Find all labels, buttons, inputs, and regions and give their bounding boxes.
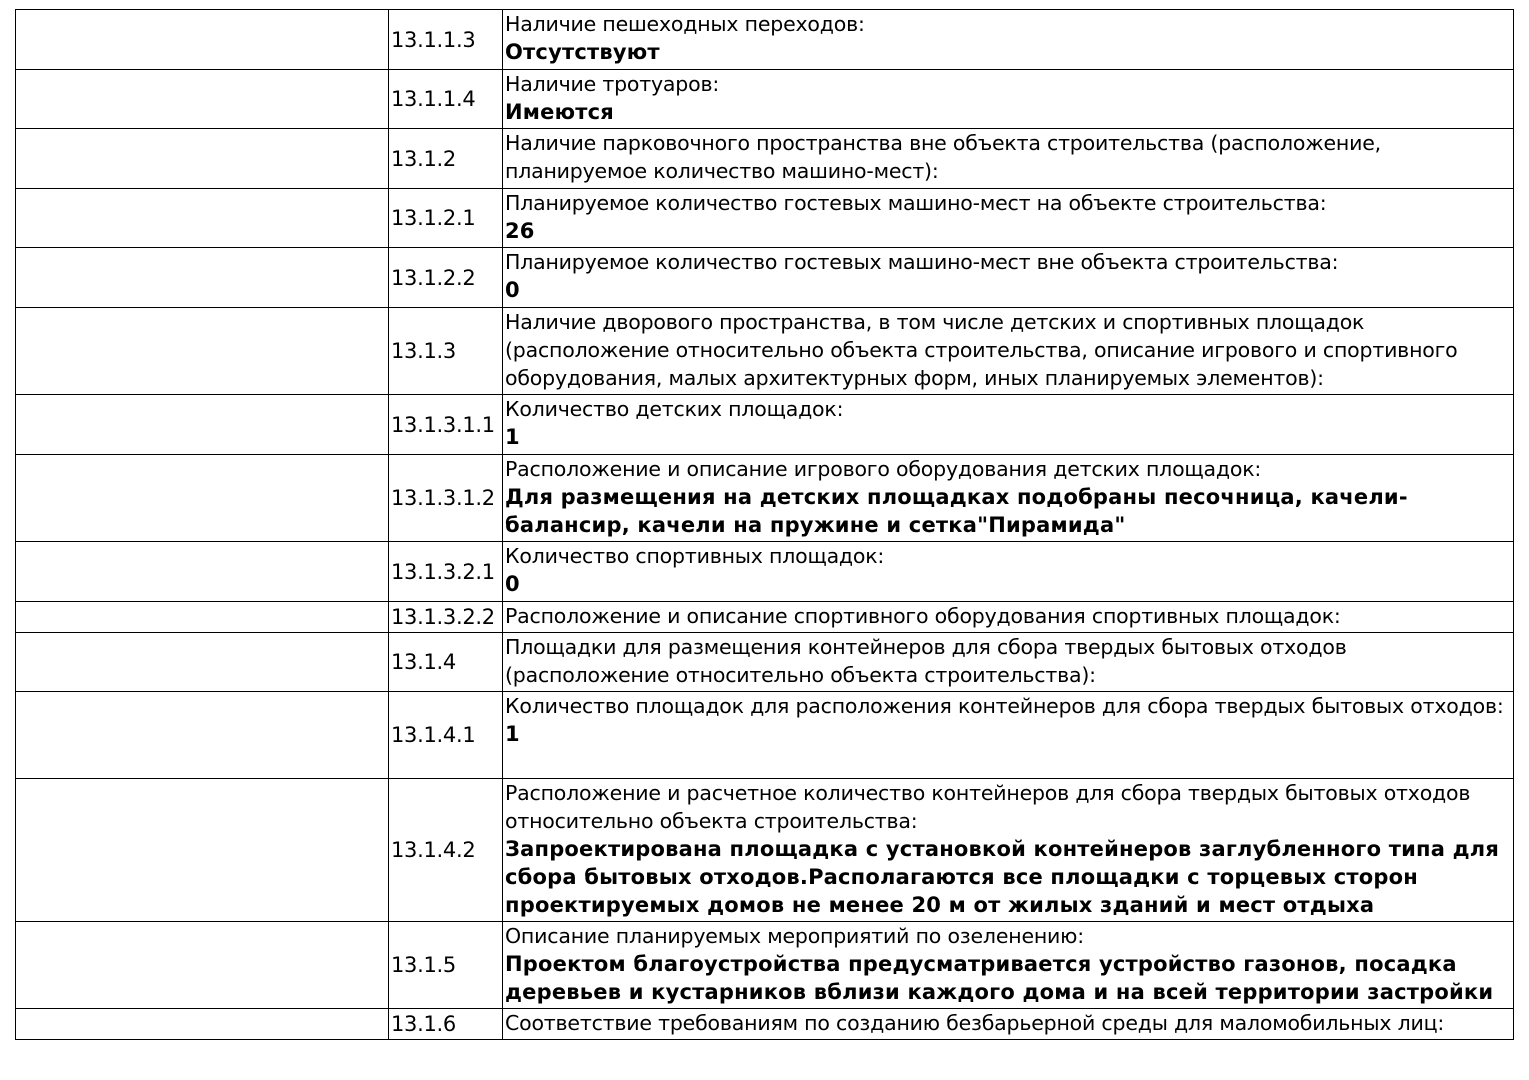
item-content <box>503 602 1514 633</box>
item-value: 0 <box>505 278 520 302</box>
item-number: 13.1.1.4 <box>389 70 503 129</box>
item-number: 13.1.4.2 <box>389 779 503 922</box>
item-number: 13.1.3 <box>389 308 503 395</box>
item-content <box>503 395 1514 455</box>
table-row <box>16 1009 1514 1040</box>
empty-cell <box>16 129 389 189</box>
empty-cell <box>16 189 389 248</box>
table-row <box>16 602 1514 633</box>
item-value: 26 <box>505 219 535 243</box>
empty-cell <box>16 922 389 1009</box>
empty-cell <box>16 633 389 692</box>
item-content <box>503 922 1514 1009</box>
document-table <box>15 9 1514 1040</box>
empty-cell <box>16 248 389 308</box>
item-content <box>503 248 1514 308</box>
item-label: Расположение и описание спортивного оборудования спортивных площадок: <box>505 604 1341 628</box>
item-value: Для размещения на детских площадках подобраны песочница, качели-балансир, качели на пружине и сетка"Пирамида" <box>505 485 1408 537</box>
item-number: 13.1.3.1.1 <box>389 395 503 455</box>
empty-cell <box>16 542 389 602</box>
item-number: 13.1.3.2.2 <box>389 602 503 633</box>
item-label: Наличие тротуаров: <box>505 72 720 96</box>
table-row <box>16 692 1514 779</box>
empty-cell <box>16 308 389 395</box>
item-content <box>503 779 1514 922</box>
item-content <box>503 189 1514 248</box>
item-content <box>503 1009 1514 1040</box>
table-row <box>16 70 1514 129</box>
empty-cell <box>16 779 389 922</box>
item-value: 1 <box>505 425 520 449</box>
item-content <box>503 542 1514 602</box>
item-value: Имеются <box>505 100 614 124</box>
item-label: Расположение и описание игрового оборудования детских площадок: <box>505 457 1262 481</box>
empty-cell <box>16 455 389 542</box>
item-content <box>503 129 1514 189</box>
item-label: Планируемое количество гостевых машино-мест вне объекта строительства: <box>505 250 1339 274</box>
table-row <box>16 779 1514 922</box>
item-value: Отсутствуют <box>505 40 660 64</box>
item-value: Проектом благоустройства предусматривается устройство газонов, посадка деревьев и кустарников вблизи каждого дома и на всей территории застройки <box>505 952 1494 1004</box>
item-number: 13.1.3.1.2 <box>389 455 503 542</box>
table-row <box>16 189 1514 248</box>
item-label: Планируемое количество гостевых машино-мест на объекте строительства: <box>505 191 1327 215</box>
item-label: Площадки для размещения контейнеров для сбора твердых бытовых отходов (расположение относительно объекта строительства): <box>505 635 1347 687</box>
item-label: Наличие дворового пространства, в том числе детских и спортивных площадок (расположение относительно объекта строительства, описание игрового и спортивного оборудования, малых архитектурных форм, иных планируемых элементов): <box>505 310 1458 390</box>
table-row <box>16 395 1514 455</box>
item-content <box>503 692 1514 779</box>
empty-cell <box>16 692 389 779</box>
empty-cell <box>16 10 389 70</box>
item-label: Описание планируемых мероприятий по озеленению: <box>505 924 1084 948</box>
table-row <box>16 542 1514 602</box>
item-content <box>503 455 1514 542</box>
item-number: 13.1.5 <box>389 922 503 1009</box>
item-number: 13.1.4 <box>389 633 503 692</box>
item-content <box>503 633 1514 692</box>
item-number: 13.1.2 <box>389 129 503 189</box>
table-row <box>16 10 1514 70</box>
item-label: Наличие парковочного пространства вне объекта строительства (расположение, планируемое количество машино-мест): <box>505 131 1381 183</box>
item-value: Запроектирована площадка с установкой контейнеров заглубленного типа для сбора бытовых отходов.Располагаются все площадки с торцевых сторон проектируемых домов не менее 20 м от жилых зданий и мест отдыха <box>505 837 1500 917</box>
item-label: Соответствие требованиям по созданию безбарьерной среды для маломобильных лиц: <box>505 1011 1445 1035</box>
empty-cell <box>16 70 389 129</box>
item-number: 13.1.4.1 <box>389 692 503 779</box>
empty-cell <box>16 602 389 633</box>
empty-cell <box>16 1009 389 1040</box>
item-content <box>503 308 1514 395</box>
empty-cell <box>16 395 389 455</box>
item-number: 13.1.6 <box>389 1009 503 1040</box>
item-label: Расположение и расчетное количество контейнеров для сбора твердых бытовых отходов относительно объекта строительства: <box>505 781 1471 833</box>
table-row <box>16 248 1514 308</box>
table-row <box>16 308 1514 395</box>
item-number: 13.1.2.2 <box>389 248 503 308</box>
item-label: Наличие пешеходных переходов: <box>505 12 865 36</box>
item-label: Количество спортивных площадок: <box>505 544 885 568</box>
item-label: Количество площадок для расположения контейнеров для сбора твердых бытовых отходов: <box>505 694 1504 718</box>
table-row <box>16 129 1514 189</box>
table-row <box>16 922 1514 1009</box>
item-value: 0 <box>505 572 520 596</box>
item-content <box>503 70 1514 129</box>
table-row <box>16 633 1514 692</box>
item-number: 13.1.1.3 <box>389 10 503 70</box>
item-value: 1 <box>505 722 520 746</box>
item-label: Количество детских площадок: <box>505 397 844 421</box>
item-content <box>503 10 1514 70</box>
item-number: 13.1.3.2.1 <box>389 542 503 602</box>
item-number: 13.1.2.1 <box>389 189 503 248</box>
table-row <box>16 455 1514 542</box>
